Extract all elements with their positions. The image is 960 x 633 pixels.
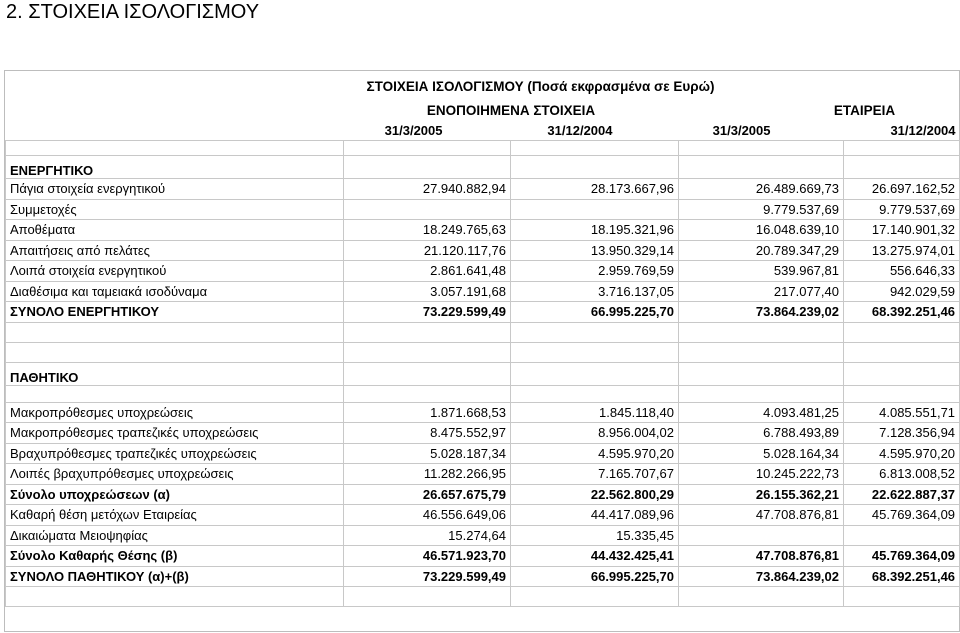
value-cell: 3.057.191,68 — [344, 281, 511, 302]
row-label: Μακροπρόθεσμες υποχρεώσεις — [6, 402, 344, 423]
row-label: Λοιπές βραχυπρόθεσμες υποχρεώσεις — [6, 464, 344, 485]
blank-cell — [344, 141, 511, 156]
value-cell: 8.475.552,97 — [344, 423, 511, 444]
value-cell: 7.165.707,67 — [511, 464, 679, 485]
value-cell: 3.716.137,05 — [511, 281, 679, 302]
table-row — [6, 281, 960, 302]
value-cell: 18.249.765,63 — [344, 220, 511, 241]
row-label: Αποθέματα — [6, 220, 344, 241]
blank-cell — [844, 385, 960, 402]
spreadsheet-grid — [5, 71, 960, 607]
value-cell: 4.093.481,25 — [679, 402, 844, 423]
blank-row — [6, 342, 960, 362]
balance-sheet-table — [4, 70, 960, 632]
row-label: Βραχυπρόθεσμες τραπεζικές υποχρεώσεις — [6, 443, 344, 464]
blank-cell — [6, 141, 344, 156]
table-title: ΣΤΟΙΧΕΙΑ ΙΣΟΛΟΓΙΣΜΟΥ (Ποσά εκφρασμένα σε Ευρώ) — [366, 78, 715, 94]
table-row — [6, 443, 960, 464]
value-cell: 28.173.667,96 — [511, 179, 679, 200]
blank-cell — [511, 342, 679, 362]
value-cell: 27.940.882,94 — [344, 179, 511, 200]
liabilities-section-title: ΠΑΘΗΤΙΚΟ — [6, 362, 344, 385]
blank-row — [6, 587, 960, 607]
value-cell: 20.789.347,29 — [679, 240, 844, 261]
value-cell: 15.274,64 — [344, 525, 511, 546]
row-label: Απαιτήσεις από πελάτες — [6, 240, 344, 261]
blank-row — [6, 385, 960, 402]
value-cell: 4.085.551,71 — [844, 402, 960, 423]
value-cell: 13.950.329,14 — [511, 240, 679, 261]
blank-cell — [679, 362, 844, 385]
blank-cell — [844, 156, 960, 179]
value-cell: 68.392.251,46 — [844, 566, 960, 587]
value-cell: 73.229.599,49 — [344, 566, 511, 587]
value-cell: 73.229.599,49 — [344, 302, 511, 323]
row-label: Δικαιώματα Μειοψηφίας — [6, 525, 344, 546]
value-cell: 73.864.239,02 — [679, 566, 844, 587]
value-cell: 26.489.669,73 — [679, 179, 844, 200]
row-label: Καθαρή θέση μετόχων Εταιρείας — [6, 505, 344, 526]
value-cell: 46.571.923,70 — [344, 546, 511, 567]
value-cell: 26.697.162,52 — [844, 179, 960, 200]
table-row — [6, 546, 960, 567]
table-row — [6, 525, 960, 546]
table-row — [6, 179, 960, 200]
group-company-header: ΕΤΑΙΡΕΙΑ — [833, 103, 896, 119]
value-cell: 539.967,81 — [679, 261, 844, 282]
blank-cell — [511, 587, 679, 607]
value-cell: 22.562.800,29 — [511, 484, 679, 505]
blank-cell — [344, 342, 511, 362]
value-cell: 22.622.887,37 — [844, 484, 960, 505]
date-header: 31/3/2005 — [712, 122, 771, 138]
blank-cell — [344, 156, 511, 179]
value-cell — [344, 199, 511, 220]
blank-cell — [844, 342, 960, 362]
value-cell: 6.788.493,89 — [679, 423, 844, 444]
value-cell: 73.864.239,02 — [679, 302, 844, 323]
value-cell: 217.077,40 — [679, 281, 844, 302]
value-cell: 5.028.187,34 — [344, 443, 511, 464]
blank-cell — [679, 156, 844, 179]
value-cell: 556.646,33 — [844, 261, 960, 282]
value-cell: 11.282.266,95 — [344, 464, 511, 485]
value-cell: 17.140.901,32 — [844, 220, 960, 241]
value-cell: 46.556.649,06 — [344, 505, 511, 526]
blank-cell — [844, 322, 960, 342]
blank-cell — [6, 342, 344, 362]
row-label: ΣΥΝΟΛΟ ΕΝΕΡΓΗΤΙΚΟΥ — [6, 302, 344, 323]
table-row — [6, 402, 960, 423]
row-label: Μακροπρόθεσμες τραπεζικές υποχρεώσεις — [6, 423, 344, 444]
value-cell: 16.048.639,10 — [679, 220, 844, 241]
blank-cell — [511, 385, 679, 402]
table-row — [6, 423, 960, 444]
value-cell: 4.595.970,20 — [511, 443, 679, 464]
blank-cell — [844, 587, 960, 607]
value-cell: 45.769.364,09 — [844, 546, 960, 567]
table-row — [6, 261, 960, 282]
blank-cell — [344, 322, 511, 342]
value-cell: 18.195.321,96 — [511, 220, 679, 241]
blank-cell — [511, 362, 679, 385]
value-cell: 9.779.537,69 — [679, 199, 844, 220]
value-cell: 9.779.537,69 — [844, 199, 960, 220]
blank-cell — [679, 342, 844, 362]
group-consolidated-header: ΕΝΟΠΟΙΗΜΕΝΑ ΣΤΟΙΧΕΙΑ — [426, 103, 596, 119]
value-cell: 66.995.225,70 — [511, 566, 679, 587]
value-cell: 5.028.164,34 — [679, 443, 844, 464]
blank-cell — [6, 385, 344, 402]
value-cell: 6.813.008,52 — [844, 464, 960, 485]
value-cell: 66.995.225,70 — [511, 302, 679, 323]
value-cell: 2.959.769,59 — [511, 261, 679, 282]
value-cell: 8.956.004,02 — [511, 423, 679, 444]
row-label: Συμμετοχές — [6, 199, 344, 220]
table-row — [6, 484, 960, 505]
value-cell: 26.657.675,79 — [344, 484, 511, 505]
value-cell: 47.708.876,81 — [679, 505, 844, 526]
blank-cell — [511, 141, 679, 156]
date-header: 31/12/2004 — [547, 122, 613, 138]
value-cell: 942.029,59 — [844, 281, 960, 302]
blank-cell — [344, 587, 511, 607]
value-cell: 68.392.251,46 — [844, 302, 960, 323]
row-label: Διαθέσιμα και ταμειακά ισοδύναμα — [6, 281, 344, 302]
table-row — [6, 464, 960, 485]
value-cell — [511, 199, 679, 220]
value-cell: 26.155.362,21 — [679, 484, 844, 505]
row-label: Σύνολο Καθαρής Θέσης (β) — [6, 546, 344, 567]
value-cell: 13.275.974,01 — [844, 240, 960, 261]
blank-cell — [6, 322, 344, 342]
table-row — [6, 566, 960, 587]
blank-cell — [679, 322, 844, 342]
blank-cell — [679, 141, 844, 156]
blank-cell — [679, 587, 844, 607]
row-label: Πάγια στοιχεία ενεργητικού — [6, 179, 344, 200]
blank-cell — [511, 156, 679, 179]
blank-cell — [679, 385, 844, 402]
value-cell: 4.595.970,20 — [844, 443, 960, 464]
row-label: Λοιπά στοιχεία ενεργητικού — [6, 261, 344, 282]
value-cell: 44.432.425,41 — [511, 546, 679, 567]
section-heading: 2. ΣΤΟΙΧΕΙΑ ΙΣΟΛΟΓΙΣΜΟΥ — [6, 1, 260, 23]
value-cell: 1.845.118,40 — [511, 402, 679, 423]
value-cell: 45.769.364,09 — [844, 505, 960, 526]
value-cell: 44.417.089,96 — [511, 505, 679, 526]
value-cell: 2.861.641,48 — [344, 261, 511, 282]
assets-section-title-row — [6, 156, 960, 179]
value-cell — [844, 525, 960, 546]
value-cell: 21.120.117,76 — [344, 240, 511, 261]
table-row — [6, 505, 960, 526]
blank-cell — [844, 141, 960, 156]
row-label: ΣΥΝΟΛΟ ΠΑΘΗΤΙΚΟΥ (α)+(β) — [6, 566, 344, 587]
blank-row — [6, 322, 960, 342]
blank-cell — [344, 385, 511, 402]
value-cell: 7.128.356,94 — [844, 423, 960, 444]
blank-cell — [6, 587, 344, 607]
blank-cell — [344, 362, 511, 385]
value-cell: 15.335,45 — [511, 525, 679, 546]
blank-row — [6, 141, 960, 156]
table-row — [6, 220, 960, 241]
assets-section-title: ΕΝΕΡΓΗΤΙΚΟ — [6, 156, 344, 179]
table-row — [6, 302, 960, 323]
date-header: 31/3/2005 — [384, 122, 443, 138]
blank-cell — [511, 322, 679, 342]
value-cell: 10.245.222,73 — [679, 464, 844, 485]
date-header: 31/12/2004 — [890, 122, 956, 138]
table-row — [6, 240, 960, 261]
row-label: Σύνολο υποχρεώσεων (α) — [6, 484, 344, 505]
blank-cell — [844, 362, 960, 385]
value-cell: 47.708.876,81 — [679, 546, 844, 567]
liabilities-section-title-row — [6, 362, 960, 385]
value-cell: 1.871.668,53 — [344, 402, 511, 423]
table-row — [6, 199, 960, 220]
value-cell — [679, 525, 844, 546]
